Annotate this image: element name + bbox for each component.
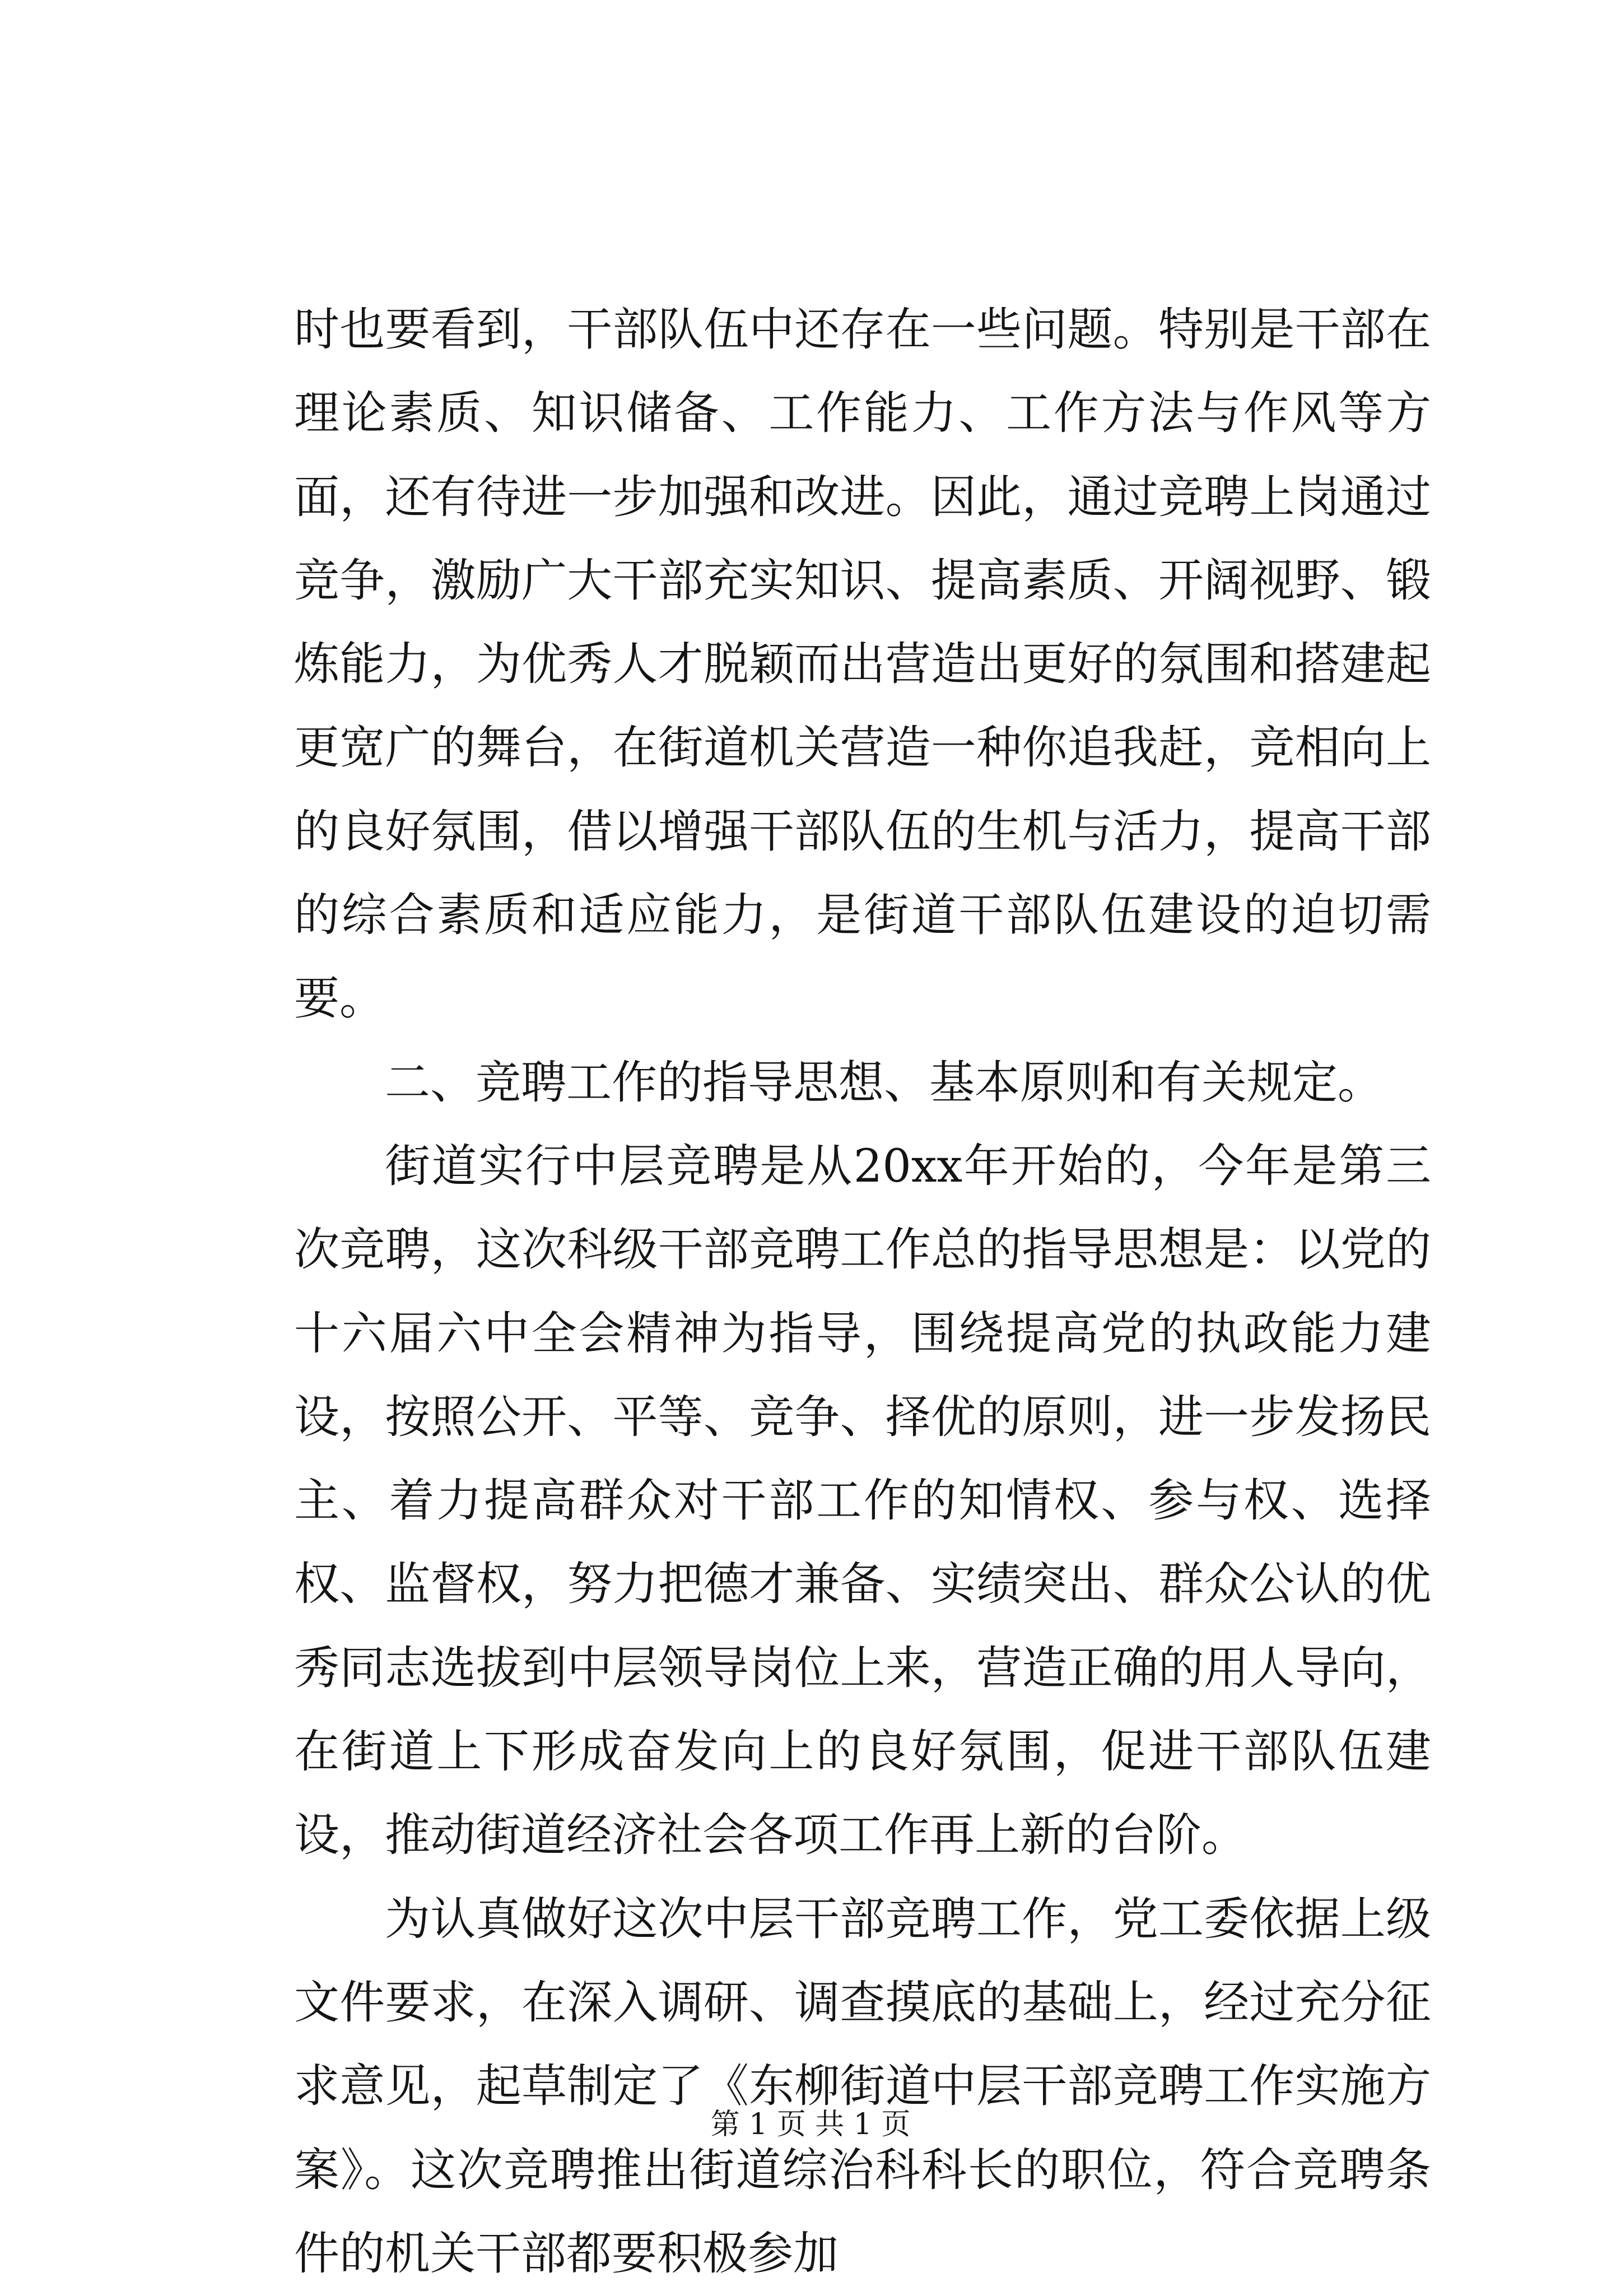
- body-paragraph-3: 街道实行中层竞聘是从20xx年开始的，今年是第三次竞聘，这次科级干部竞聘工作总的指导思想是：以党的十六届六中全会精神为指导，围绕提高党的执政能力建设，按照公开、平等、竞争、择优的原则，进一步发扬民主、着力提高群众对干部工作的知情权、参与权、选择权、监督权，努力把德才兼备、实绩突出、群众公认的优秀同志选拔到中层领导岗位上来，营造正确的用人导向，在街道上下形成奋发向上的良好氛围，促进干部队伍建设，推动街道经济社会各项工作再上新的台阶。: [294, 1140, 1431, 1862]
- document-body: [294, 289, 1431, 2296]
- section-heading-2: 二、竞聘工作的指导思想、基本原则和有关规定。: [385, 1056, 1384, 1109]
- body-paragraph-4: 为认真做好这次中层干部竞聘工作，党工委依据上级文件要求，在深入调研、调查摸底的基础上，经过充分征求意见，起草制定了《东柳街道中层干部竞聘工作实施方案》。这次竞聘推出街道综治科科长的职位，符合竞聘条件的机关干部都要积极参加: [294, 1893, 1431, 2280]
- page-footer: 第 1 页 共 1 页: [710, 2108, 911, 2141]
- body-paragraph-1: 时也要看到，干部队伍中还存在一些问题。特别是干部在理论素质、知识储备、工作能力、工作方法与作风等方面，还有待进一步加强和改进。因此，通过竞聘上岗通过竞争，激励广大干部充实知识、提高素质、开阔视野、锻炼能力，为优秀人才脱颖而出营造出更好的氛围和搭建起更宽广的舞台，在街道机关营造一种你追我赶，竞相向上的良好氛围，借以增强干部队伍的生机与活力，提高干部的综合素质和适应能力，是街道干部队伍建设的迫切需要。: [294, 304, 1431, 1026]
